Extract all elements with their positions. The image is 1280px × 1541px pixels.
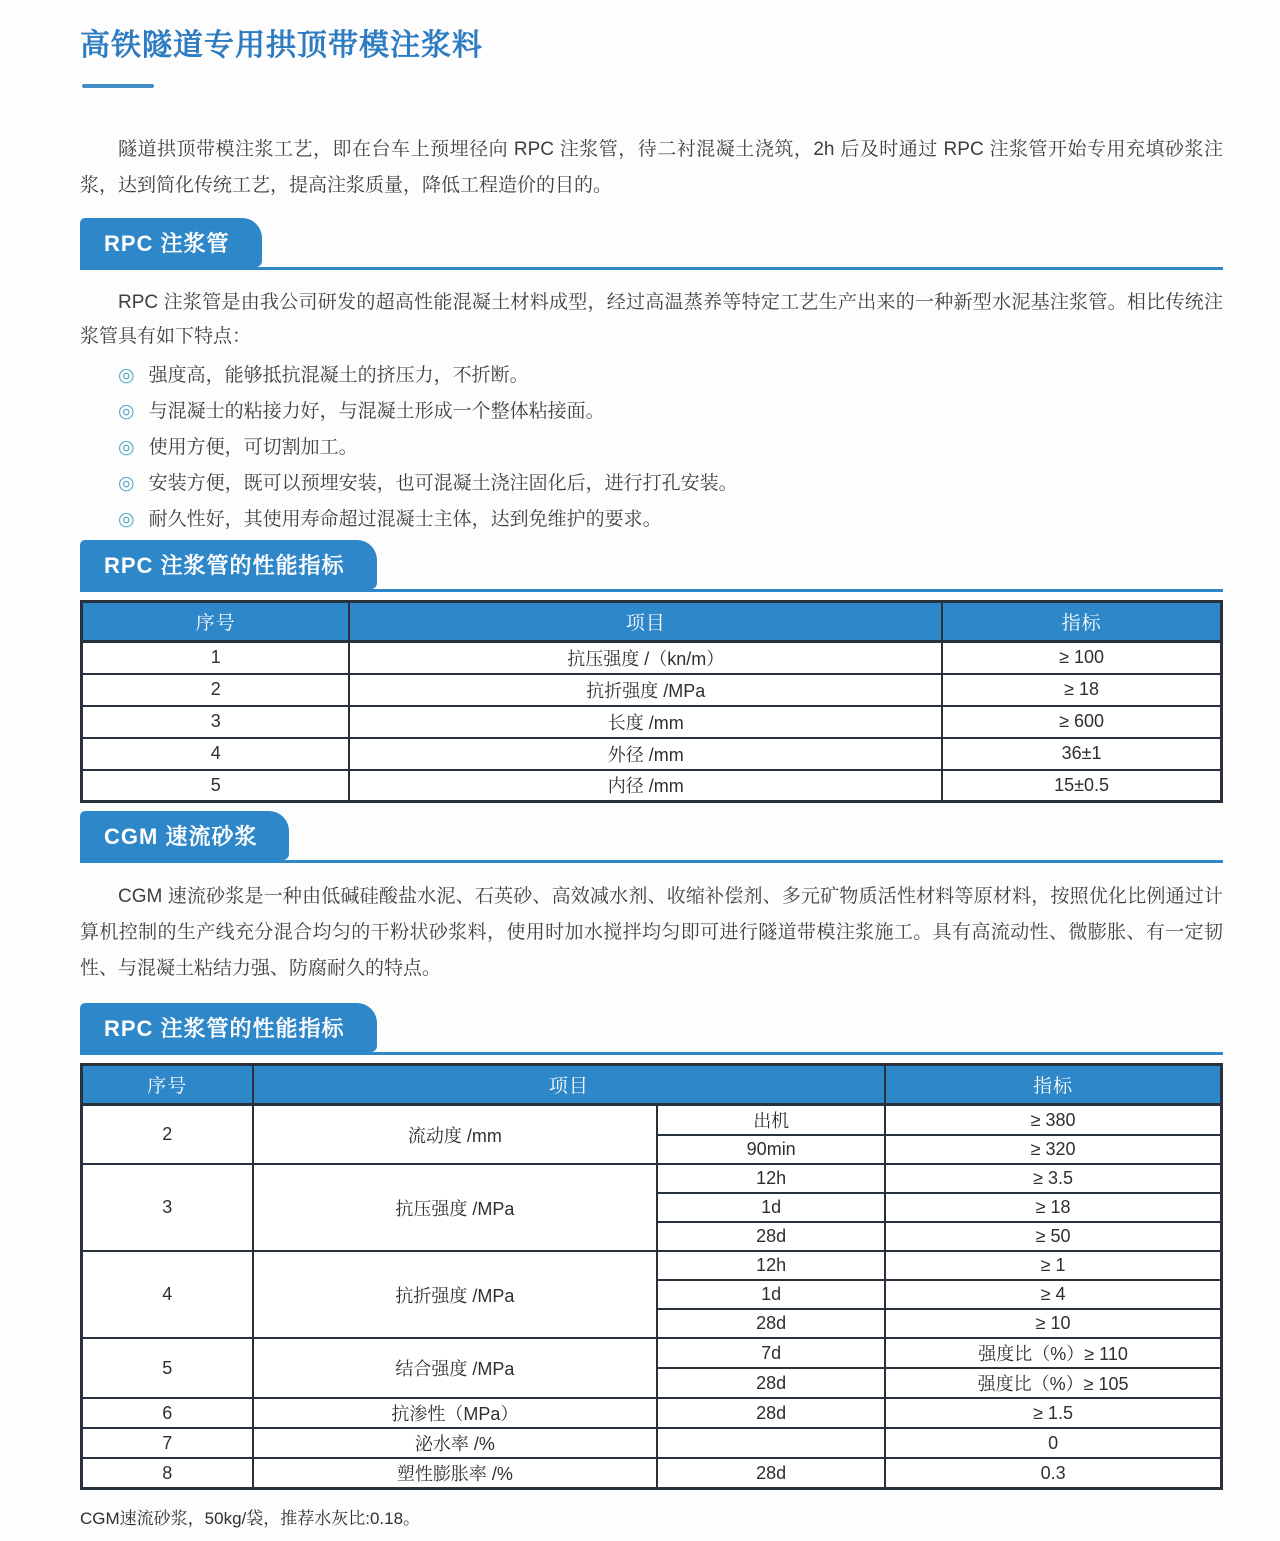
value-cell: 15±0.5 xyxy=(942,770,1221,802)
cgm-spec-table xyxy=(80,1063,1223,1490)
list-item-text: 耐久性好，其使用寿命超过混凝士主体，达到免维护的要求。 xyxy=(148,509,662,530)
item-cell: 流动度 /mm xyxy=(253,1105,658,1165)
rpc-spec-table xyxy=(80,600,1223,803)
item-cell: 抗渗性（MPa） xyxy=(253,1398,658,1428)
list-item xyxy=(118,502,1223,538)
condition-cell: 28d xyxy=(657,1222,885,1251)
list-item xyxy=(118,430,1223,466)
condition-cell: 28d xyxy=(657,1398,885,1428)
condition-cell xyxy=(657,1428,885,1458)
feature-list xyxy=(80,358,1223,538)
table-row xyxy=(82,1105,1222,1136)
column-header-index: 指标 xyxy=(942,602,1221,642)
table-row xyxy=(82,1398,1222,1428)
value-cell: ≥ 320 xyxy=(885,1135,1221,1164)
value-cell: ≥ 380 xyxy=(885,1105,1221,1136)
serial-cell: 8 xyxy=(82,1458,253,1489)
item-cell: 外径 /mm xyxy=(349,738,942,770)
value-cell: ≥ 1.5 xyxy=(885,1398,1221,1428)
value-cell: ≥ 100 xyxy=(942,642,1221,674)
table-row xyxy=(82,674,1222,706)
condition-cell: 12h xyxy=(657,1251,885,1280)
value-cell: ≥ 18 xyxy=(942,674,1221,706)
bullseye-bullet-icon: ◎ xyxy=(118,401,135,422)
bullseye-bullet-icon: ◎ xyxy=(118,473,135,494)
condition-cell: 28d xyxy=(657,1309,885,1338)
list-item-text: 安装方便，既可以预埋安装，也可混凝土浇注固化后，进行打孔安装。 xyxy=(148,473,738,494)
condition-cell: 1d xyxy=(657,1280,885,1309)
list-item-text: 使用方便，可切割加工。 xyxy=(148,437,358,458)
table-row xyxy=(82,1164,1222,1193)
serial-cell: 5 xyxy=(82,770,350,802)
footer-note: CGM速流砂浆，50kg/袋，推荐水灰比:0.18。 xyxy=(80,1509,421,1528)
item-cell: 抗折强度 /MPa xyxy=(253,1251,658,1338)
column-header-item: 项目 xyxy=(349,602,942,642)
value-cell: ≥ 18 xyxy=(885,1193,1221,1222)
condition-cell: 28d xyxy=(657,1458,885,1489)
condition-cell: 1d xyxy=(657,1193,885,1222)
item-cell: 塑性膨胀率 /% xyxy=(253,1458,658,1489)
value-cell: ≥ 50 xyxy=(885,1222,1221,1251)
table-row xyxy=(82,1251,1222,1280)
value-cell: 0.3 xyxy=(885,1458,1221,1489)
condition-cell: 7d xyxy=(657,1338,885,1368)
serial-cell: 3 xyxy=(82,706,350,738)
section-badge: CGM 速流砂浆 xyxy=(80,811,289,860)
serial-cell: 6 xyxy=(82,1398,253,1428)
item-cell: 内径 /mm xyxy=(349,770,942,802)
table-row xyxy=(82,1458,1222,1489)
table-row xyxy=(82,642,1222,674)
item-cell: 抗压强度 /MPa xyxy=(253,1164,658,1251)
value-cell: ≥ 1 xyxy=(885,1251,1221,1280)
list-item-text: 强度高，能够抵抗混凝土的挤压力，不折断。 xyxy=(148,365,529,386)
list-item xyxy=(118,394,1223,430)
condition-cell: 12h xyxy=(657,1164,885,1193)
table-row xyxy=(82,706,1222,738)
condition-cell: 出机 xyxy=(657,1105,885,1136)
bullseye-bullet-icon: ◎ xyxy=(118,365,135,386)
table-row xyxy=(82,738,1222,770)
list-item xyxy=(118,466,1223,502)
value-cell: 强度比（%）≥ 110 xyxy=(885,1338,1221,1368)
serial-cell: 3 xyxy=(82,1164,253,1251)
table-header-row xyxy=(82,602,1222,642)
table-header-row xyxy=(82,1065,1222,1105)
value-cell: ≥ 600 xyxy=(942,706,1221,738)
value-cell: ≥ 10 xyxy=(885,1309,1221,1338)
intro-paragraph: 隧道拱顶带模注浆工艺，即在台车上预埋径向 RPC 注浆管，待二衬混凝土浇筑，2h 后及时通过 RPC 注浆管开始专用充填砂浆注浆，达到简化传统工艺，提高注浆质量，降低工程造价的目的。 xyxy=(80,139,1223,196)
list-item xyxy=(118,358,1223,394)
serial-cell: 7 xyxy=(82,1428,253,1458)
column-header-item: 项目 xyxy=(253,1065,886,1105)
section-header-cgm-specs xyxy=(80,1003,1223,1055)
value-cell: ≥ 3.5 xyxy=(885,1164,1221,1193)
table-row xyxy=(82,1338,1222,1368)
condition-cell: 28d xyxy=(657,1368,885,1398)
rpc-paragraph: RPC 注浆管是由我公司研发的超高性能混凝土材料成型，经过高温蒸养等特定工艺生产出来的一种新型水泥基注浆管。相比传统注浆管具有如下特点： xyxy=(80,292,1223,347)
item-cell: 抗折强度 /MPa xyxy=(349,674,942,706)
value-cell: 36±1 xyxy=(942,738,1221,770)
item-cell: 长度 /mm xyxy=(349,706,942,738)
condition-cell: 90min xyxy=(657,1135,885,1164)
serial-cell: 4 xyxy=(82,738,350,770)
section-header-rpc-pipe xyxy=(80,218,1223,270)
column-header-serial: 序号 xyxy=(82,602,350,642)
serial-cell: 2 xyxy=(82,1105,253,1165)
page-title: 高铁隧道专用拱顶带模注浆料 xyxy=(80,29,483,62)
item-cell: 泌水率 /% xyxy=(253,1428,658,1458)
item-cell: 抗压强度 /（kn/m） xyxy=(349,642,942,674)
column-header-index: 指标 xyxy=(885,1065,1221,1105)
column-header-serial: 序号 xyxy=(82,1065,253,1105)
title-underline xyxy=(82,84,154,88)
cgm-paragraph: CGM 速流砂浆是一种由低碱硅酸盐水泥、石英砂、高效减水剂、收缩补偿剂、多元矿物质活性材料等原材料，按照优化比例通过计算机控制的生产线充分混合均匀的干粉状砂浆料，使用时加水搅拌均匀即可进行隧道带模注浆施工。具有高流动性、微膨胀、有一定韧性、与混凝土粘结力强、防腐耐久的特点。 xyxy=(80,886,1223,979)
value-cell: ≥ 4 xyxy=(885,1280,1221,1309)
item-cell: 结合强度 /MPa xyxy=(253,1338,658,1398)
bullseye-bullet-icon: ◎ xyxy=(118,437,135,458)
section-badge: RPC 注浆管 xyxy=(80,218,262,267)
serial-cell: 1 xyxy=(82,642,350,674)
section-badge: RPC 注浆管的性能指标 xyxy=(80,1003,377,1052)
bullseye-bullet-icon: ◎ xyxy=(118,509,135,530)
list-item-text: 与混凝士的粘接力好，与混凝土形成一个整体粘接面。 xyxy=(148,401,605,422)
section-header-cgm xyxy=(80,811,1223,863)
serial-cell: 5 xyxy=(82,1338,253,1398)
table-row xyxy=(82,770,1222,802)
value-cell: 0 xyxy=(885,1428,1221,1458)
table-row xyxy=(82,1428,1222,1458)
serial-cell: 2 xyxy=(82,674,350,706)
value-cell: 强度比（%）≥ 105 xyxy=(885,1368,1221,1398)
section-badge: RPC 注浆管的性能指标 xyxy=(80,540,377,589)
section-header-rpc-specs xyxy=(80,540,1223,592)
serial-cell: 4 xyxy=(82,1251,253,1338)
